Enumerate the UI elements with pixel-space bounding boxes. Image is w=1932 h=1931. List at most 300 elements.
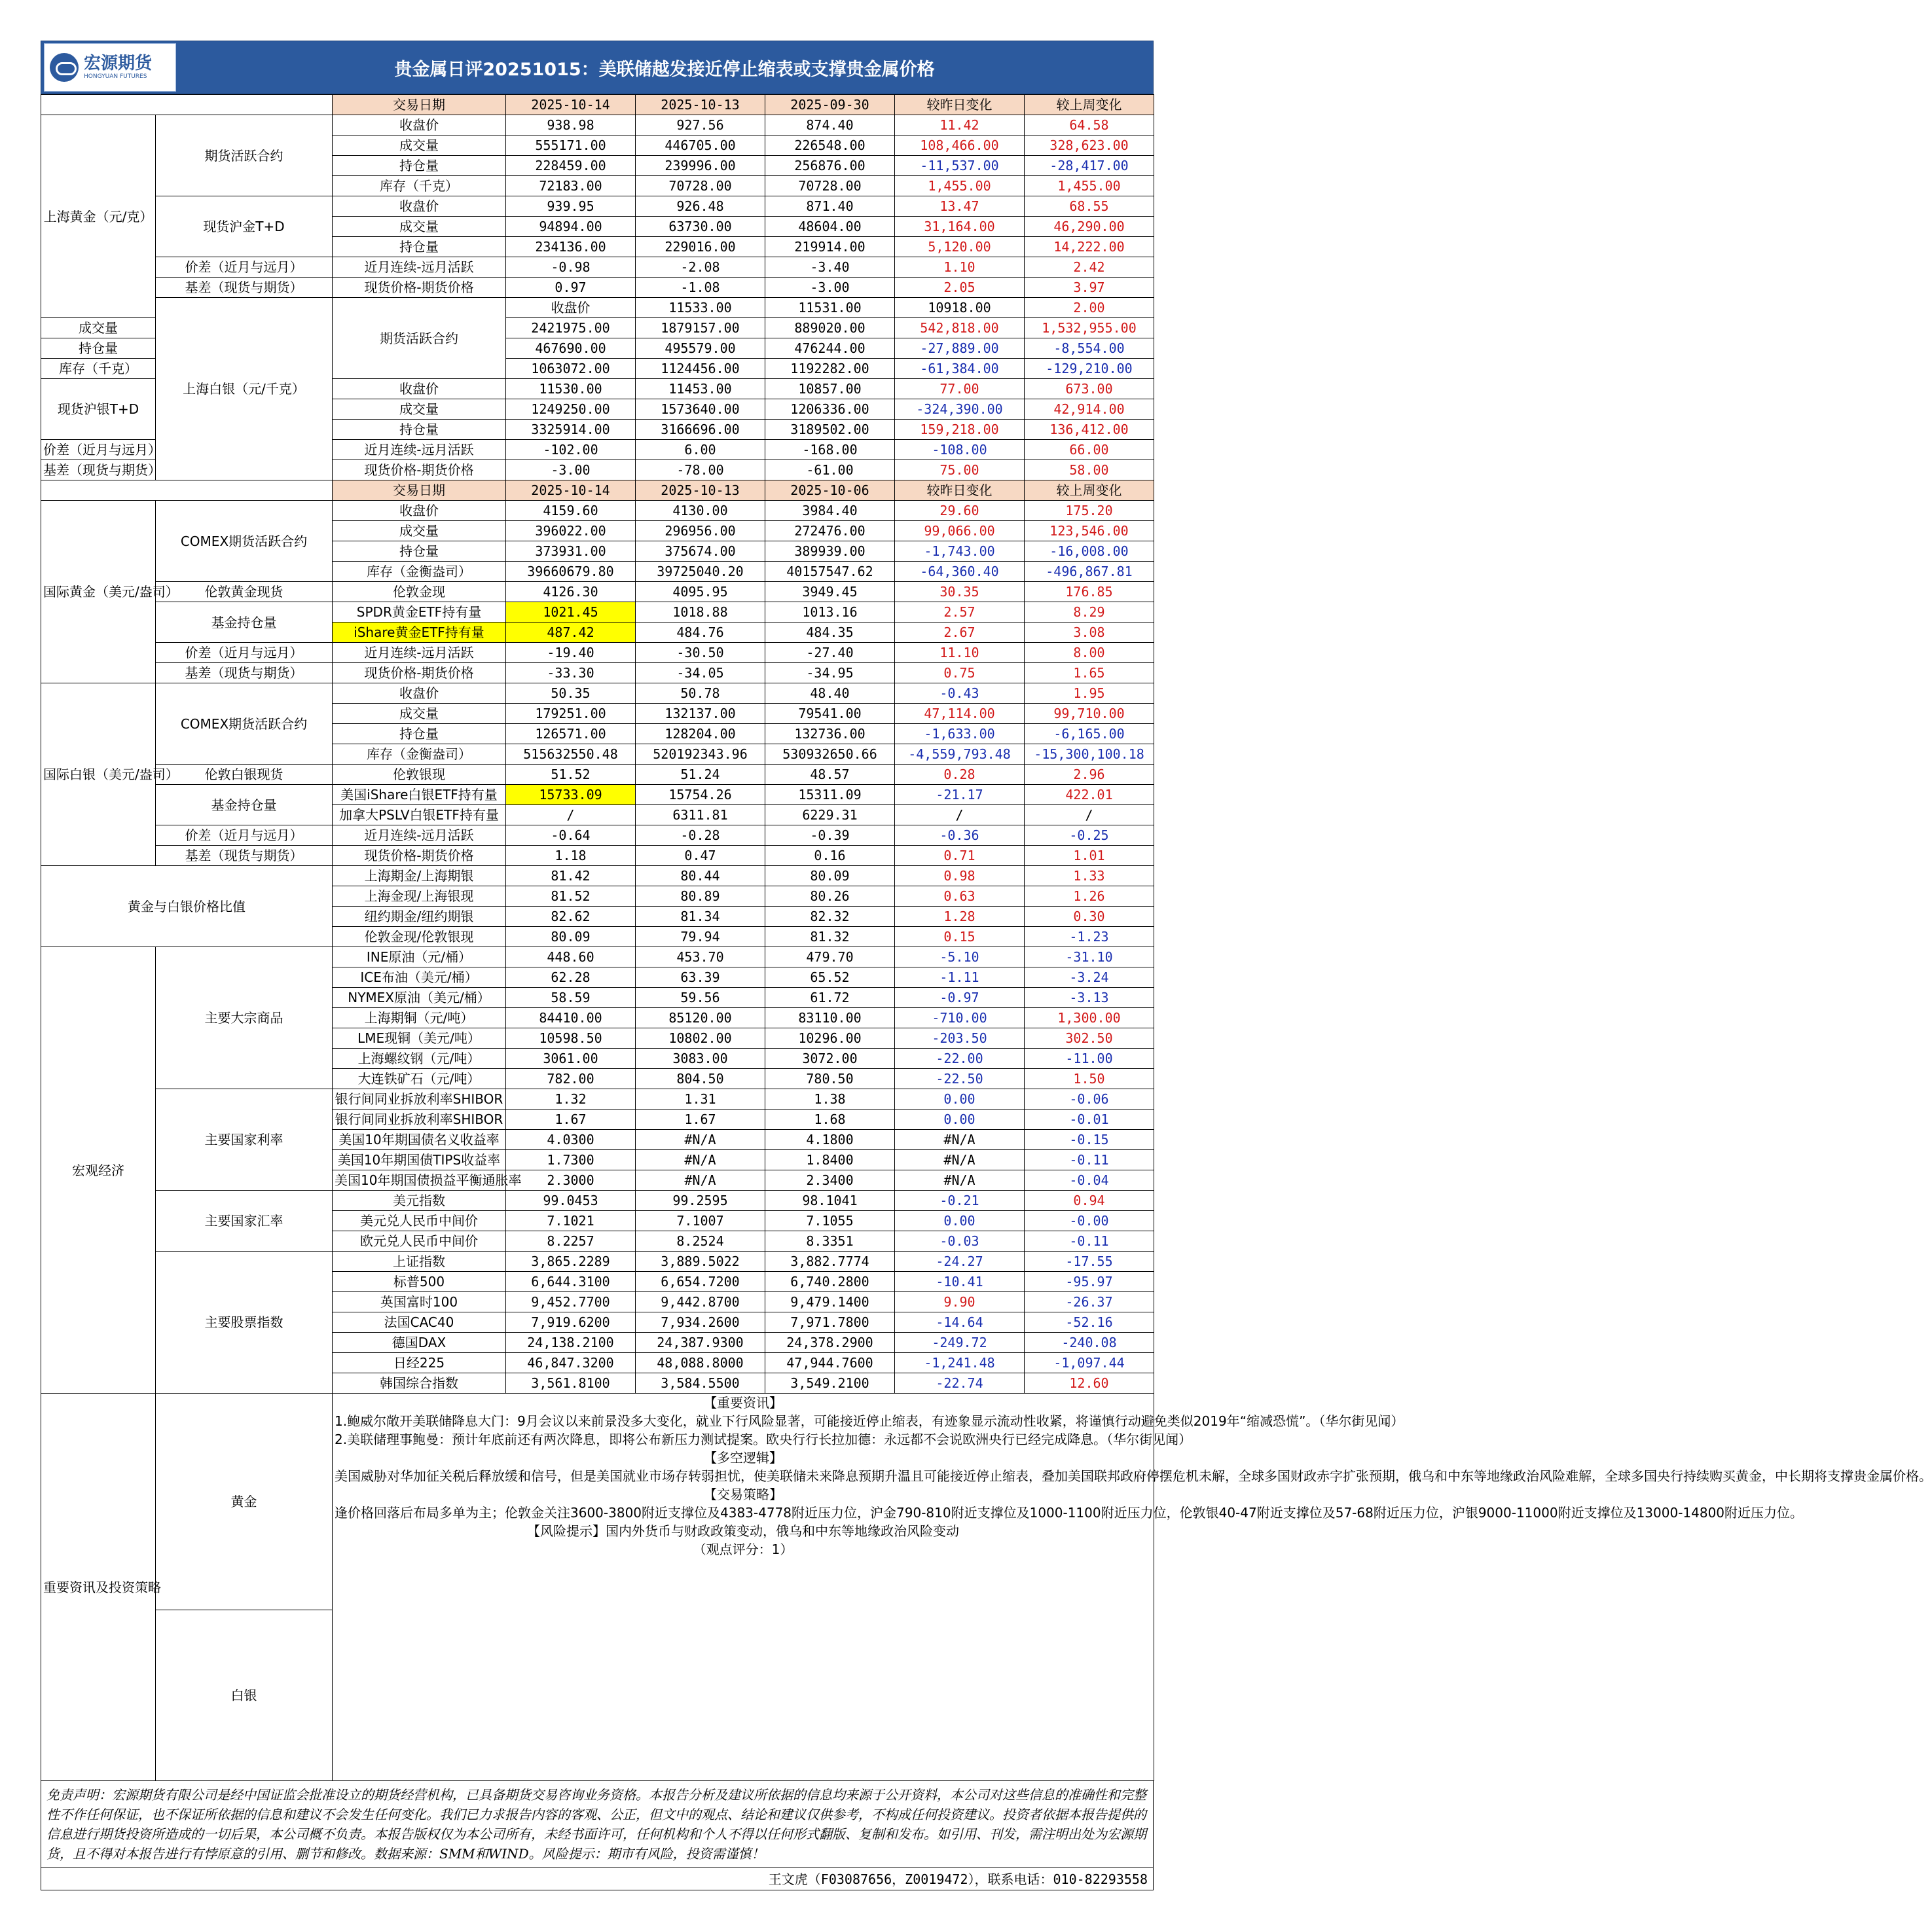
- value-cell: -102.00: [506, 440, 636, 460]
- value-cell: 495579.00: [636, 338, 765, 359]
- value-cell: 42,914.00: [1025, 399, 1154, 420]
- value-cell: -0.03: [895, 1231, 1025, 1252]
- value-cell: 68.55: [1025, 196, 1154, 217]
- value-cell: 1249250.00: [506, 399, 636, 420]
- value-cell: 11530.00: [506, 379, 636, 399]
- value-cell: 939.95: [506, 196, 636, 217]
- date-col: 较上周变化: [1025, 480, 1154, 501]
- value-cell: #N/A: [636, 1130, 765, 1150]
- value-cell: 1.68: [765, 1110, 895, 1130]
- value-cell: 81.34: [636, 907, 765, 927]
- value-cell: 31,164.00: [895, 217, 1025, 237]
- value-cell: 15733.09: [506, 785, 636, 805]
- value-cell: 99.2595: [636, 1191, 765, 1211]
- category-sh_silver: 上海白银（元/千克）: [156, 298, 333, 480]
- indicator-name: 银行间同业拆放利率SHIBOR: [333, 1110, 506, 1130]
- value-cell: 1,455.00: [895, 176, 1025, 196]
- indicator-name: 库存（金衡盎司）: [333, 562, 506, 582]
- value-cell: 10802.00: [636, 1028, 765, 1049]
- value-cell: 0.00: [895, 1089, 1025, 1110]
- news-heading: 【重要资讯】: [704, 1395, 782, 1411]
- date-col: 2025-10-14: [506, 95, 636, 115]
- value-cell: 10598.50: [506, 1028, 636, 1049]
- value-cell: 15311.09: [765, 785, 895, 805]
- indicator-name: 现货价格-期货价格: [333, 663, 506, 683]
- value-cell: 6229.31: [765, 805, 895, 825]
- subcategory-fut_active: 期货活跃合约: [156, 115, 333, 196]
- indicator-name: 美元指数: [333, 1191, 506, 1211]
- table-row: [41, 582, 1154, 602]
- indicator-name: 收盘价: [333, 115, 506, 135]
- value-cell: 2.67: [895, 623, 1025, 643]
- indicator-name: 美国10年期国债损益平衡通胀率: [333, 1170, 506, 1191]
- value-cell: 302.50: [1025, 1028, 1154, 1049]
- value-cell: 48.57: [765, 765, 895, 785]
- subcategory-commod: 主要大宗商品: [156, 947, 333, 1089]
- value-cell: -6,165.00: [1025, 724, 1154, 744]
- indicator-name: 伦敦银现: [333, 765, 506, 785]
- date-col: 较昨日变化: [895, 480, 1025, 501]
- value-cell: -0.98: [506, 257, 636, 278]
- indicator-name: 上海螺纹钢（元/吨）: [333, 1049, 506, 1069]
- value-cell: 66.00: [1025, 440, 1154, 460]
- value-cell: 46,290.00: [1025, 217, 1154, 237]
- value-cell: -1,743.00: [895, 541, 1025, 562]
- table-row: [41, 95, 1154, 115]
- value-cell: 1,455.00: [1025, 176, 1154, 196]
- value-cell: -240.08: [1025, 1333, 1154, 1353]
- value-cell: 8.2524: [636, 1231, 765, 1252]
- value-cell: 219914.00: [765, 237, 895, 257]
- value-cell: 175.20: [1025, 501, 1154, 521]
- value-cell: 555171.00: [506, 135, 636, 156]
- table-row: [41, 663, 1154, 683]
- value-cell: #N/A: [895, 1170, 1025, 1191]
- category-news: 重要资讯及投资策略: [41, 1394, 156, 1781]
- value-cell: 64.58: [1025, 115, 1154, 135]
- value-cell: 70728.00: [636, 176, 765, 196]
- value-cell: 99,066.00: [895, 521, 1025, 541]
- subcategory-stocks: 主要股票指数: [156, 1252, 333, 1394]
- header-blank: [41, 480, 333, 501]
- value-cell: 3,865.2289: [506, 1252, 636, 1272]
- value-cell: -1,241.48: [895, 1353, 1025, 1373]
- value-cell: 0.00: [895, 1211, 1025, 1231]
- value-cell: -19.40: [506, 643, 636, 663]
- value-cell: 75.00: [895, 460, 1025, 480]
- value-cell: -4,559,793.48: [895, 744, 1025, 765]
- news-para: 2.美联储理事鲍曼：预计年底前还有两次降息，即将公布新压力测试提案。欧央行行长拉加德：永远都不会说欧洲央行已经完成降息。（华尔街见闻）: [335, 1432, 1192, 1447]
- value-cell: 81.32: [765, 927, 895, 947]
- value-cell: 79.94: [636, 927, 765, 947]
- value-cell: 9,452.7700: [506, 1292, 636, 1312]
- value-cell: 79541.00: [765, 704, 895, 724]
- value-cell: 1,300.00: [1025, 1008, 1154, 1028]
- value-cell: 256876.00: [765, 156, 895, 176]
- value-cell: 926.48: [636, 196, 765, 217]
- indicator-name: 收盘价: [333, 379, 506, 399]
- indicator-name: 持仓量: [333, 420, 506, 440]
- value-cell: 889020.00: [765, 318, 895, 338]
- risk-line: [335, 1522, 1152, 1540]
- indicator-name: 伦敦金现/伦敦银现: [333, 927, 506, 947]
- value-cell: 128204.00: [636, 724, 765, 744]
- value-cell: 3,549.2100: [765, 1373, 895, 1394]
- value-cell: 98.1041: [765, 1191, 895, 1211]
- indicator-name: 上海金现/上海银现: [333, 886, 506, 907]
- date-col: 2025-10-14: [506, 480, 636, 501]
- value-cell: 8.00: [1025, 643, 1154, 663]
- indicator-name: 美国10年期国债名义收益率: [333, 1130, 506, 1150]
- value-cell: -52.16: [1025, 1312, 1154, 1333]
- value-cell: -17.55: [1025, 1252, 1154, 1272]
- value-cell: 520192343.96: [636, 744, 765, 765]
- value-cell: 84410.00: [506, 1008, 636, 1028]
- indicator-name: 上海期铜（元/吨）: [333, 1008, 506, 1028]
- value-cell: -61,384.00: [895, 359, 1025, 379]
- value-cell: 3,584.5500: [636, 1373, 765, 1394]
- value-cell: 1.38: [765, 1089, 895, 1110]
- value-cell: 515632550.48: [506, 744, 636, 765]
- value-cell: 4.0300: [506, 1130, 636, 1150]
- value-cell: 1.65: [1025, 663, 1154, 683]
- value-cell: -3.13: [1025, 988, 1154, 1008]
- value-cell: 8.2257: [506, 1231, 636, 1252]
- subcategory-basis: 基差（现货与期货）: [156, 846, 333, 866]
- value-cell: -11.00: [1025, 1049, 1154, 1069]
- value-cell: 1,532,955.00: [1025, 318, 1154, 338]
- value-cell: 1021.45: [506, 602, 636, 623]
- value-cell: -168.00: [765, 440, 895, 460]
- table-row: [41, 602, 1154, 623]
- value-cell: -0.11: [1025, 1231, 1154, 1252]
- value-cell: 51.52: [506, 765, 636, 785]
- value-cell: 487.42: [506, 623, 636, 643]
- subcategory-rates: 主要国家利率: [156, 1089, 333, 1191]
- value-cell: 11533.00: [636, 298, 765, 318]
- indicator-name: 日经225: [333, 1353, 506, 1373]
- value-cell: 3189502.00: [765, 420, 895, 440]
- value-cell: 3061.00: [506, 1049, 636, 1069]
- value-cell: 11.42: [895, 115, 1025, 135]
- value-cell: 108,466.00: [895, 135, 1025, 156]
- value-cell: -27,889.00: [895, 338, 1025, 359]
- value-cell: 24,387.9300: [636, 1333, 765, 1353]
- value-cell: 484.76: [636, 623, 765, 643]
- value-cell: 7,934.2600: [636, 1312, 765, 1333]
- report-title: 贵金属日评20251015：美联储越发接近停止缩表或支撑贵金属价格: [394, 59, 935, 80]
- value-cell: -28,417.00: [1025, 156, 1154, 176]
- value-cell: 61.72: [765, 988, 895, 1008]
- table-row: [41, 278, 1154, 298]
- value-cell: 389939.00: [765, 541, 895, 562]
- value-cell: 6,654.7200: [636, 1272, 765, 1292]
- value-cell: -22.00: [895, 1049, 1025, 1069]
- value-cell: 1.95: [1025, 683, 1154, 704]
- value-cell: -0.28: [636, 825, 765, 846]
- value-cell: 272476.00: [765, 521, 895, 541]
- value-cell: 2.42: [1025, 257, 1154, 278]
- value-cell: 2.96: [1025, 765, 1154, 785]
- value-cell: 4095.95: [636, 582, 765, 602]
- value-cell: 59.56: [636, 988, 765, 1008]
- indicator-name: 成交量: [333, 135, 506, 156]
- value-cell: -3.00: [506, 460, 636, 480]
- header-blank: [41, 95, 333, 115]
- indicator-name: 现货价格-期货价格: [333, 846, 506, 866]
- indicator-name: 美国10年期国债TIPS收益率: [333, 1150, 506, 1170]
- value-cell: -0.25: [1025, 825, 1154, 846]
- value-cell: 1.28: [895, 907, 1025, 927]
- value-cell: -1,633.00: [895, 724, 1025, 744]
- value-cell: 58.59: [506, 988, 636, 1008]
- date-label: 交易日期: [333, 480, 506, 501]
- table-row: [41, 825, 1154, 846]
- value-cell: /: [895, 805, 1025, 825]
- value-cell: -0.39: [765, 825, 895, 846]
- indicator-name: 英国富时100: [333, 1292, 506, 1312]
- value-cell: 24,378.2900: [765, 1333, 895, 1353]
- value-cell: -0.97: [895, 988, 1025, 1008]
- report-header: [41, 41, 1154, 94]
- value-cell: 1.67: [506, 1110, 636, 1130]
- indicator-name: 持仓量: [41, 338, 156, 359]
- value-cell: 15754.26: [636, 785, 765, 805]
- value-cell: 132137.00: [636, 704, 765, 724]
- value-cell: 7,971.7800: [765, 1312, 895, 1333]
- table-row: [41, 298, 1154, 318]
- value-cell: 5,120.00: [895, 237, 1025, 257]
- value-cell: /: [1025, 805, 1154, 825]
- subcategory-basis: 基差（现货与期货）: [156, 278, 333, 298]
- subcategory-spread: 价差（近月与远月）: [156, 643, 333, 663]
- value-cell: -30.50: [636, 643, 765, 663]
- indicator-name: NYMEX原油（美元/桶）: [333, 988, 506, 1008]
- news-para: 1.鲍威尔敞开美联储降息大门：9月会议以来前景没多大变化，就业下行风险显著，可能接近停止缩表，有迹象显示流动性收紧，将谨慎行动避免类似2019年“缩减恐慌”。（华尔街见闻）: [335, 1413, 1404, 1429]
- value-cell: 234136.00: [506, 237, 636, 257]
- value-cell: 58.00: [1025, 460, 1154, 480]
- subcategory-basis: 基差（现货与期货）: [41, 460, 156, 480]
- value-cell: -0.21: [895, 1191, 1025, 1211]
- value-cell: /: [506, 805, 636, 825]
- author-contact: 王文虎（F03087656，Z0019472），联系电话：010-82293558: [41, 1868, 1154, 1890]
- value-cell: 51.24: [636, 765, 765, 785]
- value-cell: -710.00: [895, 1008, 1025, 1028]
- indicator-name: 纽约期金/纽约期银: [333, 907, 506, 927]
- value-cell: 0.00: [895, 1110, 1025, 1130]
- value-cell: 62.28: [506, 967, 636, 988]
- value-cell: 927.56: [636, 115, 765, 135]
- value-cell: -10.41: [895, 1272, 1025, 1292]
- value-cell: 29.60: [895, 501, 1025, 521]
- value-cell: 126571.00: [506, 724, 636, 744]
- value-cell: 1.31: [636, 1089, 765, 1110]
- value-cell: 1206336.00: [765, 399, 895, 420]
- date-col: 2025-10-06: [765, 480, 895, 501]
- value-cell: 7.1021: [506, 1211, 636, 1231]
- value-cell: 39660679.80: [506, 562, 636, 582]
- value-cell: 0.15: [895, 927, 1025, 947]
- indicator-name: 银行间同业拆放利率SHIBOR: [333, 1089, 506, 1110]
- indicator-name: 成交量: [333, 399, 506, 420]
- value-cell: 3949.45: [765, 582, 895, 602]
- table-row: [41, 257, 1154, 278]
- category-intl_gold: 国际黄金（美元/盎司）: [41, 501, 156, 683]
- value-cell: 6311.81: [636, 805, 765, 825]
- value-cell: 70728.00: [765, 176, 895, 196]
- value-cell: 0.63: [895, 886, 1025, 907]
- value-cell: 1124456.00: [636, 359, 765, 379]
- value-cell: 3072.00: [765, 1049, 895, 1069]
- news-para: 逢价格回落后布局多单为主；伦敦金关注3600-3800附近支撑位及4383-4778附近压力位，沪金790-810附近支撑位及1000-1100附近压力位，伦敦银40-47附近支撑位及57-68附近压力位，沪银9000-11000附近支撑位及13000-14800附近压力位。: [335, 1505, 1804, 1521]
- category-macro: 宏观经济: [41, 947, 156, 1394]
- date-col: 较昨日变化: [895, 95, 1025, 115]
- value-cell: -1.23: [1025, 927, 1154, 947]
- value-cell: 47,114.00: [895, 704, 1025, 724]
- value-cell: 804.50: [636, 1069, 765, 1089]
- value-cell: 1573640.00: [636, 399, 765, 420]
- subcategory-fut_active: 期货活跃合约: [333, 298, 506, 379]
- value-cell: 7,919.6200: [506, 1312, 636, 1333]
- value-cell: 80.09: [765, 866, 895, 886]
- value-cell: 77.00: [895, 379, 1025, 399]
- indicator-name: 成交量: [333, 704, 506, 724]
- value-cell: 2.57: [895, 602, 1025, 623]
- value-cell: 871.40: [765, 196, 895, 217]
- value-cell: 176.85: [1025, 582, 1154, 602]
- value-cell: -0.15: [1025, 1130, 1154, 1150]
- indicator-name: 库存（千克）: [41, 359, 156, 379]
- value-cell: 85120.00: [636, 1008, 765, 1028]
- value-cell: 9,479.1400: [765, 1292, 895, 1312]
- value-cell: 4126.30: [506, 582, 636, 602]
- value-cell: 1063072.00: [506, 359, 636, 379]
- date-col: 较上周变化: [1025, 95, 1154, 115]
- table-row: [41, 501, 1154, 521]
- value-cell: 938.98: [506, 115, 636, 135]
- indicator-name: 收盘价: [333, 683, 506, 704]
- value-cell: 375674.00: [636, 541, 765, 562]
- table-row: [41, 1089, 1154, 1110]
- report-page: [41, 41, 1932, 1890]
- value-cell: -34.05: [636, 663, 765, 683]
- value-cell: 1.01: [1025, 846, 1154, 866]
- value-cell: 3,889.5022: [636, 1252, 765, 1272]
- value-cell: #N/A: [895, 1150, 1025, 1170]
- value-cell: 476244.00: [765, 338, 895, 359]
- value-cell: 80.44: [636, 866, 765, 886]
- subcategory-gold: 黄金: [156, 1394, 333, 1610]
- value-cell: 4.1800: [765, 1130, 895, 1150]
- value-cell: 7.1055: [765, 1211, 895, 1231]
- value-cell: 296956.00: [636, 521, 765, 541]
- value-cell: 6.00: [636, 440, 765, 460]
- subcategory-fund: 基金持仓量: [156, 785, 333, 825]
- value-cell: 239996.00: [636, 156, 765, 176]
- indicator-name: 大连铁矿石（元/吨）: [333, 1069, 506, 1089]
- value-cell: 673.00: [1025, 379, 1154, 399]
- value-cell: -2.08: [636, 257, 765, 278]
- disclaimer: 免责声明：宏源期货有限公司是经中国证监会批准设立的期货经营机构，已具备期货交易咨询业务资格。本报告分析及建议所依据的信息均来源于公开资料，本公司对这些信息的准确性和完整性不作任何保证，也不保证所依据的信息和建议不会发生任何变化。我们已力求报告内容的客观、公正，但文中的观点、结论和建议仅供参考，不构成任何投资建议。投资者依据本报告提供的信息进行期货投资所造成的一切后果，本公司概不负责。本报告版权仅为本公司所有，未经书面许可，任何机构和个人不得以任何形式翻版、复制和发布。如引用、刊发，需注明出处为宏源期货，且不得对本报告进行有悖原意的引用、删节和修改。数据来源：SMM和WIND。风险提示：期市有风险，投资需谨慎！: [41, 1781, 1154, 1868]
- table-row: [41, 480, 1154, 501]
- value-cell: -16,008.00: [1025, 541, 1154, 562]
- value-cell: -249.72: [895, 1333, 1025, 1353]
- indicator-name: 德国DAX: [333, 1333, 506, 1353]
- value-cell: 1.26: [1025, 886, 1154, 907]
- value-cell: 136,412.00: [1025, 420, 1154, 440]
- indicator-name: 现货价格-期货价格: [333, 460, 506, 480]
- value-cell: -11,537.00: [895, 156, 1025, 176]
- indicator-name: 成交量: [333, 521, 506, 541]
- value-cell: -34.95: [765, 663, 895, 683]
- subcategory-ldn_silver: 伦敦白银现货: [156, 765, 333, 785]
- value-cell: -8,554.00: [1025, 338, 1154, 359]
- value-cell: 328,623.00: [1025, 135, 1154, 156]
- value-cell: 1013.16: [765, 602, 895, 623]
- value-cell: 0.94: [1025, 1191, 1154, 1211]
- value-cell: 422.01: [1025, 785, 1154, 805]
- value-cell: -0.11: [1025, 1150, 1154, 1170]
- value-cell: 81.42: [506, 866, 636, 886]
- value-cell: 40157547.62: [765, 562, 895, 582]
- value-cell: -108.00: [895, 440, 1025, 460]
- value-cell: 10857.00: [765, 379, 895, 399]
- value-cell: 99,710.00: [1025, 704, 1154, 724]
- value-cell: 47,944.7600: [765, 1353, 895, 1373]
- date-col: 2025-09-30: [765, 95, 895, 115]
- value-cell: 179251.00: [506, 704, 636, 724]
- value-cell: -26.37: [1025, 1292, 1154, 1312]
- value-cell: 80.89: [636, 886, 765, 907]
- value-cell: 3.08: [1025, 623, 1154, 643]
- value-cell: 3325914.00: [506, 420, 636, 440]
- value-cell: -1.08: [636, 278, 765, 298]
- value-cell: 1.33: [1025, 866, 1154, 886]
- indicator-name: LME现铜（美元/吨）: [333, 1028, 506, 1049]
- value-cell: 10918.00: [895, 298, 1025, 318]
- indicator-name: 标普500: [333, 1272, 506, 1292]
- logo-cn: 宏源期货: [84, 54, 153, 73]
- value-cell: -203.50: [895, 1028, 1025, 1049]
- value-cell: 0.47: [636, 846, 765, 866]
- category-ratio: 黄金与白银价格比值: [41, 866, 333, 947]
- value-cell: 0.16: [765, 846, 895, 866]
- value-cell: 13.47: [895, 196, 1025, 217]
- subcategory-basis: 基差（现货与期货）: [156, 663, 333, 683]
- news-para: 美国威胁对华加征关税后释放缓和信号，但是美国就业市场存转弱担忧，使美联储未来降息预期升温且可能接近停止缩表，叠加美国联邦政府停摆危机未解，全球多国财政赤字扩张预期，俄乌和中东等地缘政治风险难解，全球多国央行持续购买黄金，中长期将支撑贵金属价格。: [335, 1468, 1932, 1484]
- value-cell: 14,222.00: [1025, 237, 1154, 257]
- value-cell: -496,867.81: [1025, 562, 1154, 582]
- indicator-name: 持仓量: [333, 156, 506, 176]
- indicator-name: 美元兑人民币中间价: [333, 1211, 506, 1231]
- value-cell: -24.27: [895, 1252, 1025, 1272]
- news-row: [41, 1394, 1154, 1610]
- value-cell: -3.24: [1025, 967, 1154, 988]
- value-cell: 0.98: [895, 866, 1025, 886]
- value-cell: 3.97: [1025, 278, 1154, 298]
- value-cell: 48.40: [765, 683, 895, 704]
- value-cell: 24,138.2100: [506, 1333, 636, 1353]
- indicator-name: 库存（金衡盎司）: [333, 744, 506, 765]
- value-cell: -129,210.00: [1025, 359, 1154, 379]
- value-cell: 48,088.8000: [636, 1353, 765, 1373]
- indicator-name: 持仓量: [333, 237, 506, 257]
- value-cell: -3.40: [765, 257, 895, 278]
- value-cell: -0.04: [1025, 1170, 1154, 1191]
- value-cell: 30.35: [895, 582, 1025, 602]
- value-cell: -1.11: [895, 967, 1025, 988]
- value-cell: 542,818.00: [895, 318, 1025, 338]
